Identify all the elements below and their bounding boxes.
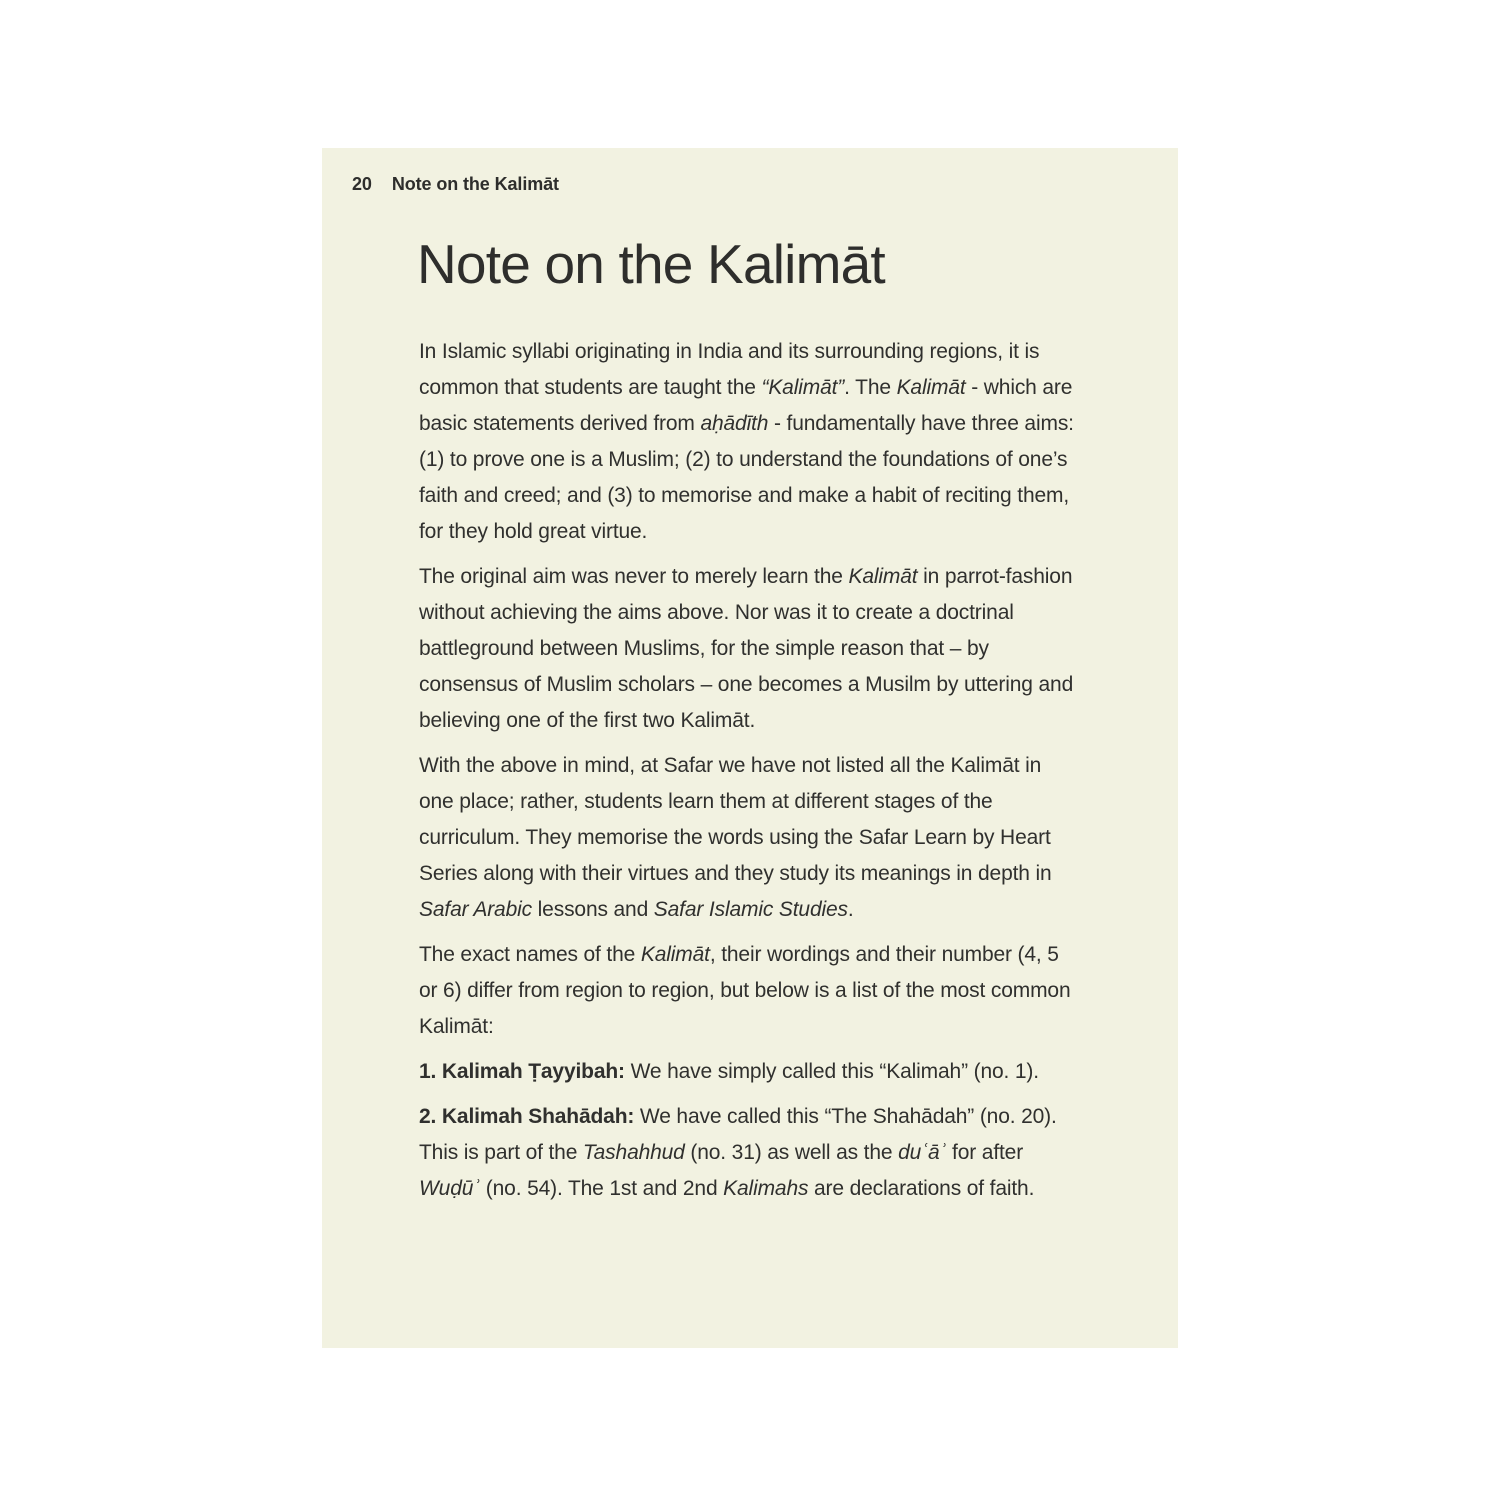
text-segment: Safar Islamic Studies [653,898,848,921]
running-header-chapter-title: Note on the Kalimāt [391,174,559,194]
text-segment: . The [844,376,897,399]
text-segment: aḥādīth [700,412,769,435]
text-segment: , their wordings and their number (4, 5 or 6) differ from region to region, but below is a list of the most common Kalimāt: [419,943,1071,1038]
text-segment: Safar Arabic [419,898,532,921]
text-segment: Wuḍūʾ [419,1177,481,1200]
text-segment: Kalimāt [896,376,966,399]
text-segment: - which are basic statements derived from [419,376,1073,435]
text-segment: are declarations of faith. [808,1177,1035,1200]
text-segment: Kalimāt [640,943,710,966]
text-segment: 1. Kalimah Ṭayyibah: [419,1060,625,1083]
text-segment: The original aim was never to merely learn the [419,565,849,588]
running-header [352,174,559,195]
text-segment: We have called this “The Shahādah” (no. 20). This is part of the [419,1105,1057,1164]
text-segment: (no. 54). The 1st and 2nd [480,1177,724,1200]
text-segment: Tashahhud [582,1141,685,1164]
page-title: Note on the Kalimāt [417,233,885,295]
text-segment: duʿāʾ [898,1141,947,1164]
paragraph-safar-approach [419,748,1081,928]
text-segment: in parrot-fashion without achieving the aims above. Nor was it to create a doctrinal battleground between Muslims, for the simple reason that – by consensus of Muslim scholars – one becomes a Musilm by uttering and believing one of the first two Kalimāt. [419,565,1074,732]
text-segment: for after [946,1141,1024,1164]
body-paragraphs [419,334,1081,1207]
paragraph-original-aim [419,559,1081,739]
text-segment: With the above in mind, at Safar we have not listed all the Kalimāt in one place; rather, students learn them at different stages of the curriculum. They memorise the words using the Safar Learn by Heart Series along with their virtues and they study its meanings in depth in [419,754,1052,885]
paragraph-item-2-kalimah-shahadah [419,1099,1081,1207]
text-segment: We have simply called this “Kalimah” (no. 1). [624,1060,1039,1083]
book-page [322,148,1178,1348]
text-segment: - fundamentally have three aims: (1) to prove one is a Muslim; (2) to understand the foundations of one’s faith and creed; and (3) to memorise and make a habit of reciting them, for they hold great virtue. [419,412,1074,543]
paragraph-item-1-kalimah-tayyibah [419,1054,1081,1090]
text-segment: lessons and [531,898,654,921]
text-segment: Kalimahs [723,1177,809,1200]
text-segment: “Kalimāt” [761,376,845,399]
paragraph-exact-names [419,937,1081,1045]
text-segment: In Islamic syllabi originating in India and its surrounding regions, it is common that students are taught the [419,340,1040,399]
text-segment: . [847,898,854,921]
text-segment: (no. 31) as well as the [684,1141,899,1164]
text-segment: 2. Kalimah Shahādah: [419,1105,635,1128]
page-number: 20 [352,174,372,194]
text-segment: The exact names of the [419,943,641,966]
paragraph-intro [419,334,1081,550]
text-segment: Kalimāt [848,565,918,588]
